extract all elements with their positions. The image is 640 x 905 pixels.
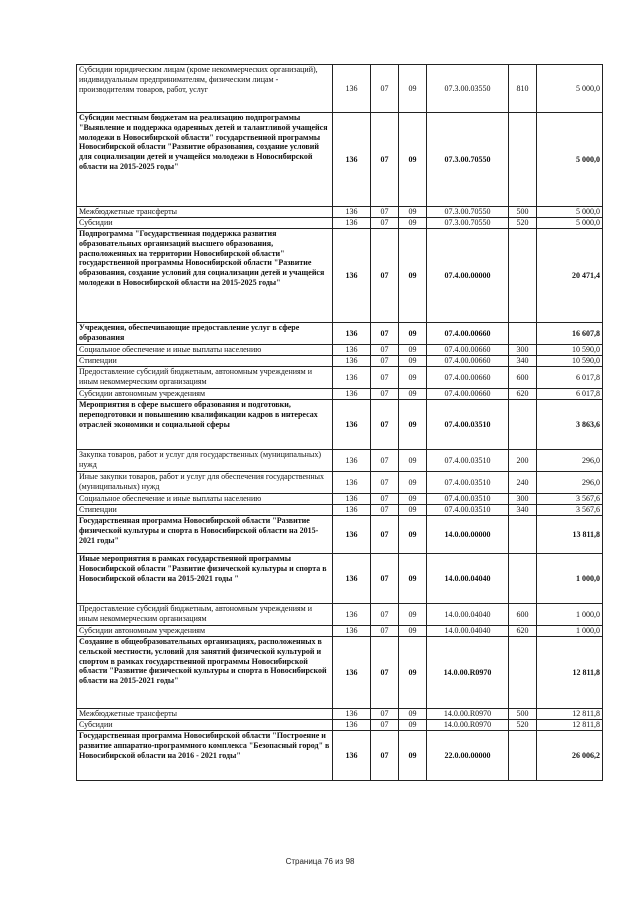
cell-section: 07 — [371, 472, 399, 494]
cell-expense-type: 600 — [509, 604, 537, 626]
cell-name: Субсидии — [77, 720, 333, 731]
cell-section: 07 — [371, 450, 399, 472]
cell-expense-type — [509, 731, 537, 781]
cell-target-article: 07.4.00.03510 — [427, 450, 509, 472]
cell-target-article: 14.0.00.00000 — [427, 516, 509, 554]
cell-target-article: 14.0.00.04040 — [427, 626, 509, 637]
table-row — [77, 494, 603, 505]
cell-grbs: 136 — [333, 356, 371, 367]
cell-section: 07 — [371, 494, 399, 505]
cell-grbs: 136 — [333, 505, 371, 516]
cell-name: Межбюджетные трансферты — [77, 709, 333, 720]
cell-expense-type — [509, 113, 537, 207]
cell-subsection: 09 — [399, 709, 427, 720]
cell-expense-type: 340 — [509, 356, 537, 367]
table-row — [77, 554, 603, 604]
cell-sum: 5 000,0 — [537, 218, 603, 229]
cell-target-article: 07.4.00.00660 — [427, 389, 509, 400]
cell-name: Субсидии автономным учреждениям — [77, 626, 333, 637]
cell-expense-type — [509, 323, 537, 345]
cell-section: 07 — [371, 367, 399, 389]
cell-grbs: 136 — [333, 472, 371, 494]
cell-subsection: 09 — [399, 65, 427, 113]
cell-target-article: 07.3.00.03550 — [427, 65, 509, 113]
cell-subsection: 09 — [399, 505, 427, 516]
cell-target-article: 07.4.00.03510 — [427, 472, 509, 494]
cell-expense-type — [509, 554, 537, 604]
cell-expense-type — [509, 229, 537, 323]
cell-name: Социальное обеспечение и иные выплаты населению — [77, 494, 333, 505]
cell-grbs: 136 — [333, 218, 371, 229]
table-row — [77, 400, 603, 450]
cell-grbs: 136 — [333, 604, 371, 626]
cell-subsection: 09 — [399, 229, 427, 323]
cell-name: Стипендии — [77, 356, 333, 367]
cell-section: 07 — [371, 218, 399, 229]
table-row — [77, 626, 603, 637]
cell-sum: 3 863,6 — [537, 400, 603, 450]
cell-section: 07 — [371, 720, 399, 731]
cell-expense-type: 340 — [509, 505, 537, 516]
cell-name: Иные закупки товаров, работ и услуг для обеспечения государственных (муниципальных) нужд — [77, 472, 333, 494]
cell-section: 07 — [371, 65, 399, 113]
cell-sum: 296,0 — [537, 472, 603, 494]
cell-subsection: 09 — [399, 450, 427, 472]
cell-subsection: 09 — [399, 494, 427, 505]
cell-expense-type: 240 — [509, 472, 537, 494]
cell-target-article: 14.0.00.04040 — [427, 554, 509, 604]
cell-subsection: 09 — [399, 345, 427, 356]
cell-section: 07 — [371, 400, 399, 450]
cell-grbs: 136 — [333, 367, 371, 389]
cell-sum: 10 590,0 — [537, 356, 603, 367]
cell-subsection: 09 — [399, 207, 427, 218]
cell-grbs: 136 — [333, 626, 371, 637]
cell-expense-type: 520 — [509, 720, 537, 731]
cell-sum: 1 000,0 — [537, 604, 603, 626]
table-row — [77, 505, 603, 516]
table-row — [77, 637, 603, 709]
cell-grbs: 136 — [333, 400, 371, 450]
cell-sum: 296,0 — [537, 450, 603, 472]
cell-subsection: 09 — [399, 731, 427, 781]
table-row — [77, 65, 603, 113]
cell-subsection: 09 — [399, 472, 427, 494]
cell-sum: 1 000,0 — [537, 554, 603, 604]
table-row — [77, 709, 603, 720]
cell-section: 07 — [371, 709, 399, 720]
cell-sum: 1 000,0 — [537, 626, 603, 637]
cell-sum: 20 471,4 — [537, 229, 603, 323]
cell-grbs: 136 — [333, 709, 371, 720]
cell-subsection: 09 — [399, 626, 427, 637]
table-row — [77, 356, 603, 367]
cell-expense-type: 520 — [509, 218, 537, 229]
cell-name: Закупка товаров, работ и услуг для государственных (муниципальных) нужд — [77, 450, 333, 472]
cell-grbs: 136 — [333, 516, 371, 554]
cell-name: Государственная программа Новосибирской области "Развитие физической культуры и спорта в Новосибирской области на 2015-2021 годы" — [77, 516, 333, 554]
cell-grbs: 136 — [333, 450, 371, 472]
cell-name: Межбюджетные трансферты — [77, 207, 333, 218]
budget-table-body — [77, 65, 603, 781]
budget-table — [76, 64, 603, 781]
cell-grbs: 136 — [333, 323, 371, 345]
cell-section: 07 — [371, 356, 399, 367]
cell-target-article: 07.3.00.70550 — [427, 113, 509, 207]
cell-section: 07 — [371, 113, 399, 207]
table-row — [77, 207, 603, 218]
cell-subsection: 09 — [399, 356, 427, 367]
cell-grbs: 136 — [333, 389, 371, 400]
cell-subsection: 09 — [399, 367, 427, 389]
cell-name: Государственная программа Новосибирской области "Построение и развитие аппаратно-программного комплекса "Безопасный город" в Новосибирской области на 2016 - 2021 годы" — [77, 731, 333, 781]
cell-subsection: 09 — [399, 516, 427, 554]
cell-sum: 16 607,8 — [537, 323, 603, 345]
cell-expense-type: 200 — [509, 450, 537, 472]
cell-expense-type: 620 — [509, 626, 537, 637]
cell-grbs: 136 — [333, 554, 371, 604]
cell-sum: 12 811,8 — [537, 720, 603, 731]
cell-name: Социальное обеспечение и иные выплаты населению — [77, 345, 333, 356]
cell-name: Субсидии местным бюджетам на реализацию подпрограммы "Выявление и поддержка одаренных детей и талантливой учащейся молодежи в Новосибирской области" государственной программы Новосибирской области "Развитие образования, создание условий для социализации детей и учащейся молодежи в Новосибирской области на 2015-2025 годы" — [77, 113, 333, 207]
cell-subsection: 09 — [399, 113, 427, 207]
cell-sum: 13 811,8 — [537, 516, 603, 554]
cell-grbs: 136 — [333, 345, 371, 356]
cell-target-article: 07.4.00.03510 — [427, 400, 509, 450]
table-row — [77, 229, 603, 323]
cell-sum: 5 000,0 — [537, 65, 603, 113]
cell-grbs: 136 — [333, 637, 371, 709]
cell-section: 07 — [371, 731, 399, 781]
table-row — [77, 731, 603, 781]
cell-target-article: 07.4.00.00660 — [427, 323, 509, 345]
cell-expense-type — [509, 516, 537, 554]
cell-target-article: 07.4.00.00000 — [427, 229, 509, 323]
cell-grbs: 136 — [333, 731, 371, 781]
cell-target-article: 07.4.00.00660 — [427, 345, 509, 356]
page-number: Страница 76 из 98 — [285, 857, 355, 866]
table-row — [77, 323, 603, 345]
cell-name: Субсидии автономным учреждениям — [77, 389, 333, 400]
cell-section: 07 — [371, 626, 399, 637]
cell-name: Субсидии юридическим лицам (кроме некоммерческих организаций), индивидуальным предпринимателям, физическим лицам - производителям товаров, работ, услуг — [77, 65, 333, 113]
cell-sum: 6 017,8 — [537, 389, 603, 400]
table-row — [77, 604, 603, 626]
cell-subsection: 09 — [399, 720, 427, 731]
cell-sum: 12 811,8 — [537, 709, 603, 720]
cell-section: 07 — [371, 505, 399, 516]
cell-subsection: 09 — [399, 554, 427, 604]
cell-section: 07 — [371, 604, 399, 626]
cell-target-article: 07.4.00.03510 — [427, 494, 509, 505]
cell-sum: 5 000,0 — [537, 207, 603, 218]
cell-target-article: 07.3.00.70550 — [427, 218, 509, 229]
cell-grbs: 136 — [333, 229, 371, 323]
table-row — [77, 516, 603, 554]
cell-grbs: 136 — [333, 494, 371, 505]
cell-name: Субсидии — [77, 218, 333, 229]
cell-name: Иные мероприятия в рамках государственной программы Новосибирской области "Развитие физической культуры и спорта в Новосибирской области на 2015-2021 годы " — [77, 554, 333, 604]
cell-target-article: 07.3.00.70550 — [427, 207, 509, 218]
cell-target-article: 07.4.00.00660 — [427, 356, 509, 367]
cell-name: Учреждения, обеспечивающие предоставление услуг в сфере образования — [77, 323, 333, 345]
cell-sum: 3 567,6 — [537, 494, 603, 505]
cell-section: 07 — [371, 554, 399, 604]
cell-section: 07 — [371, 207, 399, 218]
cell-target-article: 14.0.00.R0970 — [427, 709, 509, 720]
cell-target-article: 07.4.00.00660 — [427, 367, 509, 389]
cell-subsection: 09 — [399, 218, 427, 229]
cell-name: Предоставление субсидий бюджетным, автономным учреждениям и иным некоммерческим организациям — [77, 367, 333, 389]
cell-grbs: 136 — [333, 113, 371, 207]
cell-expense-type: 500 — [509, 709, 537, 720]
cell-grbs: 136 — [333, 65, 371, 113]
cell-expense-type — [509, 637, 537, 709]
cell-expense-type — [509, 400, 537, 450]
table-row — [77, 472, 603, 494]
table-row — [77, 450, 603, 472]
cell-grbs: 136 — [333, 720, 371, 731]
table-row — [77, 218, 603, 229]
cell-section: 07 — [371, 389, 399, 400]
cell-expense-type: 300 — [509, 494, 537, 505]
cell-name: Предоставление субсидий бюджетным, автономным учреждениям и иным некоммерческим организациям — [77, 604, 333, 626]
cell-sum: 10 590,0 — [537, 345, 603, 356]
cell-target-article: 22.0.00.00000 — [427, 731, 509, 781]
cell-sum: 5 000,0 — [537, 113, 603, 207]
cell-sum: 6 017,8 — [537, 367, 603, 389]
cell-target-article: 14.0.00.04040 — [427, 604, 509, 626]
cell-subsection: 09 — [399, 389, 427, 400]
table-row — [77, 345, 603, 356]
cell-name: Стипендии — [77, 505, 333, 516]
table-row — [77, 113, 603, 207]
cell-sum: 26 006,2 — [537, 731, 603, 781]
table-row — [77, 389, 603, 400]
cell-section: 07 — [371, 345, 399, 356]
cell-target-article: 07.4.00.03510 — [427, 505, 509, 516]
cell-name: Создание в общеобразовательных организациях, расположенных в сельской местности, условий для занятий физической культурой и спортом в рамках государственной программы Новосибирской области "Развитие физической культуры и спорта в Новосибирской области на 2015-2021 годы" — [77, 637, 333, 709]
cell-section: 07 — [371, 229, 399, 323]
cell-name: Мероприятия в сфере высшего образования и подготовки, переподготовки и повышению квалификации кадров в интересах отраслей экономики и социальной сферы — [77, 400, 333, 450]
cell-target-article: 14.0.00.R0970 — [427, 720, 509, 731]
cell-sum: 12 811,8 — [537, 637, 603, 709]
cell-subsection: 09 — [399, 400, 427, 450]
cell-sum: 3 567,6 — [537, 505, 603, 516]
cell-target-article: 14.0.00.R0970 — [427, 637, 509, 709]
cell-subsection: 09 — [399, 323, 427, 345]
table-row — [77, 720, 603, 731]
cell-name: Подпрограмма "Государственная поддержка развития образовательных организаций высшего образования, расположенных на территории Новосибирской области" государственной программы Новосибирской области "Развитие образования, создание условий для социализации детей и учащейся молодежи в Новосибирской области на 2015-2025 годы" — [77, 229, 333, 323]
cell-section: 07 — [371, 323, 399, 345]
cell-expense-type: 300 — [509, 345, 537, 356]
cell-expense-type: 600 — [509, 367, 537, 389]
cell-expense-type: 810 — [509, 65, 537, 113]
cell-section: 07 — [371, 637, 399, 709]
cell-subsection: 09 — [399, 637, 427, 709]
cell-subsection: 09 — [399, 604, 427, 626]
table-row — [77, 367, 603, 389]
cell-expense-type: 500 — [509, 207, 537, 218]
cell-section: 07 — [371, 516, 399, 554]
budget-table-container — [76, 64, 602, 781]
cell-expense-type: 620 — [509, 389, 537, 400]
cell-grbs: 136 — [333, 207, 371, 218]
